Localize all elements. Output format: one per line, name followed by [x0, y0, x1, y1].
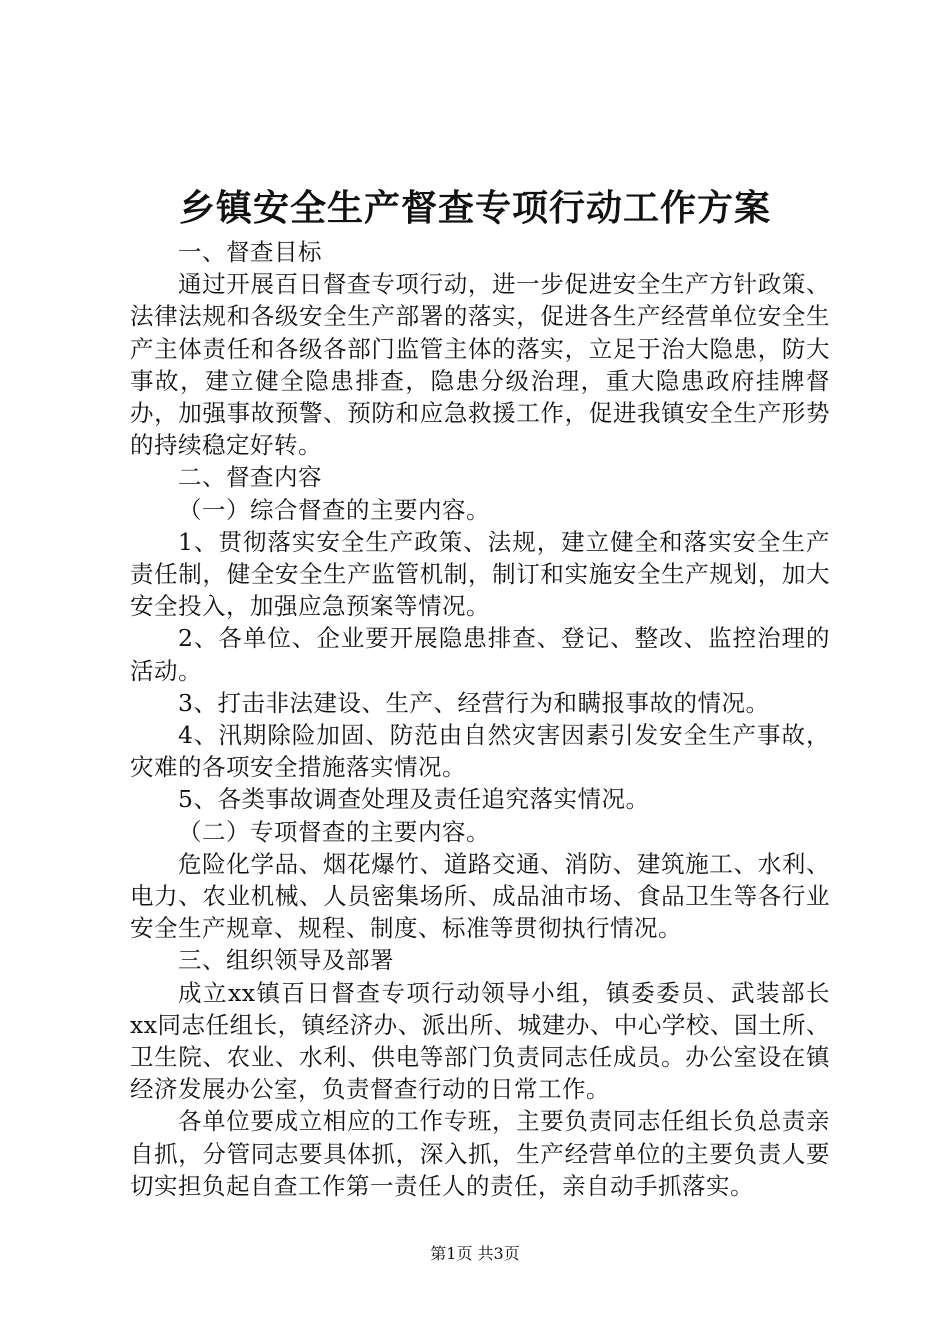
list-item-2: 2、各单位、企业要开展隐患排查、登记、整改、监控治理的活动。 [130, 624, 830, 685]
paragraph: 通过开展百日督查专项行动，进一步促进安全生产方针政策、法律法规和各级安全生产部署的落实，促进各生产经营单位安全生产主体责任和各级各部门监管主体的落实，立足于治大隐患，防大事故，建立健全隐患排查，隐患分级治理，重大隐患政府挂牌督办，加强事故预警、预防和应急救援工作，促进我镇安全生产形势的持续稳定好转。 [130, 270, 830, 460]
section-heading-1: 一、督查目标 [178, 238, 322, 266]
section-heading-2: 二、督查内容 [178, 463, 322, 492]
section-heading-3: 三、组织领导及部署 [178, 946, 394, 975]
document-body [130, 236, 830, 1202]
list-item-5: 5、各类事故调查处理及责任追究落实情况。 [178, 785, 650, 814]
page-footer: 第1页 共3页 [430, 1244, 520, 1263]
subsection-heading-2: （二）专项督查的主要内容。 [178, 817, 490, 846]
document-title: 乡镇安全生产督查专项行动工作方案 [178, 187, 771, 229]
list-item-4: 4、汛期除险加固、防范由自然灾害因素引发安全生产事故，灾难的各项安全措施落实情况。 [130, 721, 830, 782]
subsection-heading-1: （一）综合督查的主要内容。 [178, 495, 490, 524]
list-item-3: 3、打击非法建设、生产、经营行为和瞒报事故的情况。 [178, 688, 770, 717]
paragraph: 各单位要成立相应的工作专班，主要负责同志任组长负总责亲自抓，分管同志要具体抓，深入抓，生产经营单位的主要负责人要切实担负起自查工作第一责任人的责任，亲自动手抓落实。 [130, 1107, 830, 1200]
paragraph: 成立xx镇百日督查专项行动领导小组，镇委委员、武装部长xx同志任组长，镇经济办、派出所、城建办、中心学校、国土所、卫生院、农业、水利、供电等部门负责同志任成员。办公室设在镇经济发展办公室，负责督查行动的日常工作。 [130, 978, 830, 1104]
paragraph: 危险化学品、烟花爆竹、道路交通、消防、建筑施工、水利、电力、农业机械、人员密集场所、成品油市场、食品卫生等各行业安全生产规章、规程、制度、标准等贯彻执行情况。 [130, 849, 830, 943]
list-item-1: 1、贯彻落实安全生产政策、法规，建立健全和落实安全生产责任制，健全安全生产监管机制，制订和实施安全生产规划，加大安全投入，加强应急预案等情况。 [130, 527, 830, 621]
